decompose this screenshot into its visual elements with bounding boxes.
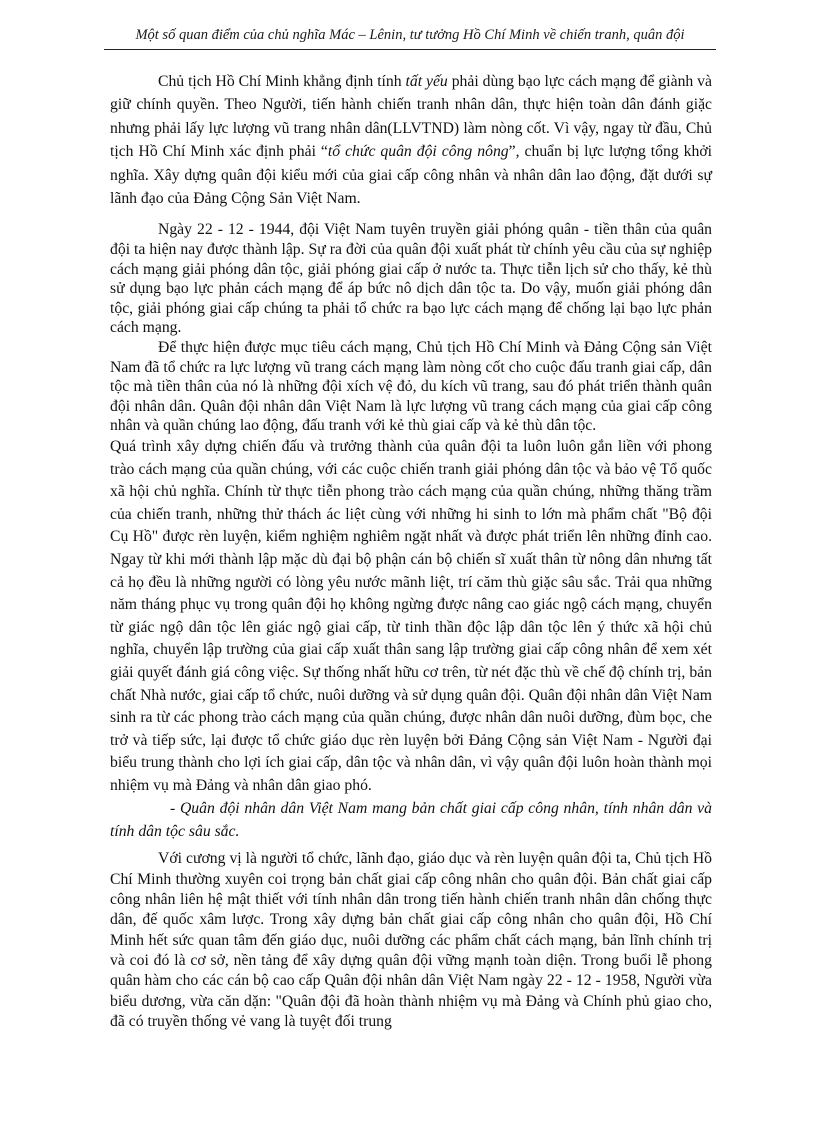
- paragraph-6: Với cương vị là người tổ chức, lãnh đạo, giáo dục và rèn luyện quân đội ta, Chủ tịch Hồ Chí Minh thường xuyên coi trọng bản chất giai cấp công nhân cho quân đội. Bản chất giai cấp công nhân liên hệ mật thiết với tính nhân dân trong tiến hành chiến tranh nhân dân chống thực dân, đế quốc xâm lược. Trong xây dựng bản chất giai cấp công nhân cho quân đội, Hồ Chí Minh hết sức quan tâm đến giáo dục, nuôi dưỡng các phẩm chất cách mạng, bản lĩnh chính trị và coi đó là cơ sở, nền tảng để xây dựng quân đội vững mạnh toàn diện. Trong buổi lễ phong quân hàm cho các cán bộ cao cấp Quân đội nhân dân Việt Nam ngày 22 - 12 - 1958, Người vừa biểu dương, vừa căn dặn: "Quân đội đã hoàn thành nhiệm vụ mà Đảng và Chính phủ giao cho, đã có truyền thống vẻ vang là tuyệt đối trung: [110, 850, 712, 1030]
- paragraph-1-text-e: ”, chuẩn bị lực lượng tổng khởi nghĩa. Xây dựng quân đội kiểu mới của giai cấp công nhân và nhân dân lao động, đặt dưới sự lãnh đạo của Đảng Cộng Sản Việt Nam.: [110, 143, 712, 208]
- document-body: [110, 70, 712, 1032]
- running-header: Một số quan điểm của chủ nghĩa Mác – Lênin, tư tưởng Hồ Chí Minh về chiến tranh, quân đội: [135, 27, 685, 43]
- paragraph-1: [110, 70, 712, 210]
- paragraph-1-emphasis-quote: tổ chức quân đội công nông: [327, 143, 509, 161]
- paragraph-1-text-c: phải dùng bạo lực cách mạng để giành và giữ chính quyền. Theo Người, tiến hành chiến tranh nhân dân, thực hiện toàn dân đánh giặc nhưng phải lấy lực lượng vũ trang nhân dân(LLVTND) làm nòng cốt. Vì vậy, ngay từ đầu, Chủ tịch Hồ Chí Minh xác định phải “: [110, 73, 712, 161]
- section-subheading: - Quân đội nhân dân Việt Nam mang bản chất giai cấp công nhân, tính nhân dân và tính dân tộc sâu sắc.: [110, 800, 712, 841]
- paragraph-2: Ngày 22 - 12 - 1944, đội Việt Nam tuyên truyền giải phóng quân - tiền thân của quân đội ta hiện nay được thành lập. Sự ra đời của quân đội xuất phát từ chính yêu cầu của sự nghiệp cách mạng giải phóng dân tộc, giải phóng giai cấp ở nước ta. Thực tiễn lịch sử cho thấy, kẻ thù sử dụng bạo lực phản cách mạng để áp bức nô dịch dân tộc ta. Do vậy, muốn giải phóng dân tộc, giải phóng giai cấp chúng ta phải tổ chức ra bạo lực cách mạng để chống lại bạo lực phản cách mạng.: [110, 221, 712, 337]
- paragraph-3: Để thực hiện được mục tiêu cách mạng, Chủ tịch Hồ Chí Minh và Đảng Cộng sản Việt Nam đã tổ chức ra lực lượng vũ trang cách mạng làm nòng cốt cho cuộc đấu tranh giai cấp, dân tộc mà tiền thân của nó là những đội xích vệ đỏ, du kích vũ trang, sau đó phát triển thành quân đội nhân dân. Quân đội nhân dân Việt Nam là lực lượng vũ trang cách mạng của giai cấp công nhân và quần chúng lao động, đấu tranh với kẻ thù giai cấp và kẻ thù dân tộc.: [110, 339, 712, 435]
- paragraph-1-text-a: Chủ tịch Hồ Chí Minh khẳng định tính: [158, 73, 406, 90]
- paragraph-4: Quá trình xây dựng chiến đấu và trưởng thành của quân đội ta luôn luôn gắn liền với phong trào cách mạng của quần chúng, với các cuộc chiến tranh giải phóng dân tộc và bảo vệ Tổ quốc xã hội chủ nghĩa. Chính từ thực tiễn phong trào cách mạng của quần chúng, những thăng trầm của chiến tranh, những thử thách ác liệt cùng với những hi sinh to lớn mà phẩm chất "Bộ đội Cụ Hồ" được rèn luyện, kiểm nghiệm nghiêm ngặt nhất và được phát triển lên những đỉnh cao. Ngay từ khi mới thành lập mặc dù đại bộ phận cán bộ chiến sĩ xuất thân từ nông dân nhưng tất cả họ đều là những người có lòng yêu nước mãnh liệt, trí căm thù giặc sâu sắc. Trải qua những năm tháng phục vụ trong quân đội họ không ngừng được nâng cao giác ngộ cách mạng, chuyển từ giác ngộ dân tộc lên giác ngộ giai cấp, từ tinh thần độc lập dân tộc lên ý thức xã hội chủ nghĩa, chuyển lập trường của giai cấp xuất thân sang lập trường giai cấp công nhân để xem xét giải quyết đánh giá công việc. Sự thống nhất hữu cơ trên, từ nét đặc thù về chế độ chính trị, bản chất Nhà nước, giai cấp tổ chức, nuôi dưỡng và sử dụng quân đội. Quân đội nhân dân Việt Nam sinh ra từ các phong trào cách mạng của quần chúng, được nhân dân nuôi dưỡng, đùm bọc, che trở và tiếp sức, lại được tổ chức giáo dục rèn luyện bởi Đảng Cộng sản Việt Nam - Người đại biểu trung thành cho lợi ích giai cấp, dân tộc và nhân dân, vì vậy quân đội luôn hoàn thành mọi nhiệm vụ mà Đảng và nhân dân giao phó.: [110, 437, 712, 794]
- paragraph-1-emphasis-tat-yeu: tất yếu: [405, 73, 448, 90]
- header-divider: [104, 49, 716, 50]
